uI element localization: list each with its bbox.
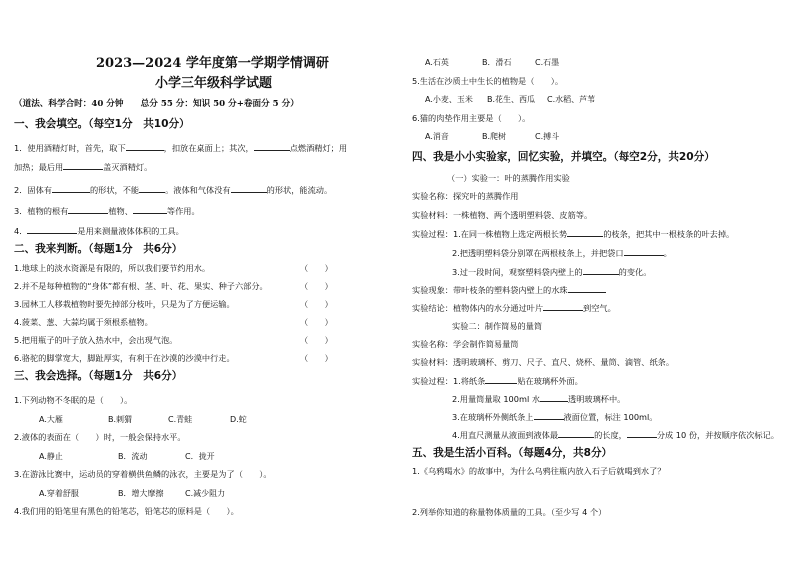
fill-q1-line2: 加热；最后用 盖灭酒精灯。 (14, 162, 153, 172)
choice-q3: 3.在游泳比赛中，运动员的穿着横供鱼鳞的泳衣，主要是为了（ ）。 (14, 469, 272, 479)
judge-item: 5.把用瓶子的叶子放入热水中，会出现气泡。 (14, 335, 178, 345)
choice-option[interactable]: C.青蛙 (168, 415, 193, 424)
blank[interactable] (133, 204, 167, 214)
exp1-proc3: 3.过一段时间，观察塑料袋内壁上的 的变化。 (452, 267, 652, 277)
choice-option[interactable]: B.刺猬 (108, 415, 133, 424)
exp1-title: （一）实验一：叶的蒸腾作用实验 (447, 173, 570, 183)
section2-title: 二、我来判断。（每题1分 共6分） (14, 243, 183, 255)
judge-item: 4.菠菜、葱、大蒜均属于须根系植物。 (14, 317, 153, 327)
fill-q4: 4． 是用来测量液体体积的工具。 (14, 226, 184, 236)
exam-meta: （道法、科学合时：40 分钟 总分 55 分：知识 50 分+卷面分 5 分） (14, 99, 299, 109)
judge-paren[interactable]: （ ） (300, 299, 333, 309)
blank[interactable] (567, 227, 603, 237)
short-answer-q1: 1.《乌鸦喝水》的故事中，为什么乌鸦往瓶内放入石子后就喝到水了？ (412, 466, 666, 476)
blank[interactable] (627, 428, 657, 438)
exp1-conclusion: 实验结论：植物体内的水分通过叶片 到空气。 (412, 303, 616, 313)
judge-paren[interactable]: （ ） (300, 317, 333, 327)
choice-q2: 2.液体的表面在（ ）时，一般会保持水平。 (14, 432, 186, 442)
fill-q2: 2．固体有 的形状，不能 。液体和气体没有 的形状，能流动。 (14, 185, 333, 195)
choice-option[interactable]: B.花生、西瓜 (487, 95, 536, 104)
exp1-phenomenon: 实验现象：带叶枝条的塑料袋内壁上的水珠 (412, 283, 606, 296)
choice-option[interactable]: D.蛇 (230, 415, 247, 424)
exam-title: 2023—2024 学年度第一学期学情调研 (96, 56, 329, 71)
judge-paren[interactable]: （ ） (300, 263, 333, 273)
exp2-title: 实验二：制作简易的量筒 (452, 321, 543, 331)
blank[interactable] (485, 374, 517, 384)
choice-option[interactable]: C.减少阻力 (185, 489, 226, 498)
choice-option[interactable]: C．拢开 (185, 452, 215, 461)
exp2-proc4: 4.用直尺测量从液面到液体最 的长度， 分成 10 份，并按顺序依次标记。 (452, 430, 779, 440)
blank[interactable] (52, 183, 90, 193)
blank[interactable] (540, 392, 568, 402)
blank[interactable] (624, 246, 664, 256)
blank[interactable] (568, 283, 606, 293)
blank[interactable] (68, 204, 108, 214)
choice-option[interactable]: B．滑石 (482, 58, 512, 67)
choice-option[interactable]: C.水稻、芦苇 (547, 95, 596, 104)
exp1-purpose: 实验名称：探究叶的蒸腾作用 (412, 191, 519, 201)
exam-subtitle: 小学三年级科学试题 (155, 76, 273, 91)
exp2-purpose: 实验名称：学会制作简易量筒 (412, 339, 519, 349)
blank[interactable] (126, 141, 164, 151)
choice-option[interactable]: A.大雁 (39, 415, 63, 424)
fill-q3: 3．植物的根有 植物、 等作用。 (14, 206, 200, 216)
blank[interactable] (583, 265, 619, 275)
blank[interactable] (231, 183, 267, 193)
judge-paren[interactable]: （ ） (300, 335, 333, 345)
short-answer-q2: 2.列举你知道的称量物体质量的工具。（至少写 4 个） (412, 507, 607, 517)
blank[interactable] (63, 160, 103, 170)
choice-option[interactable]: B.爬树 (482, 132, 507, 141)
blank[interactable] (534, 410, 564, 420)
judge-paren[interactable]: （ ） (300, 353, 333, 363)
blank[interactable] (558, 428, 594, 438)
exp2-proc1: 实验过程：1.将纸条 贴在玻璃杯外面。 (412, 376, 583, 386)
choice-q5: 5.生活在沙质土中生长的植物是（ ）。 (412, 76, 564, 86)
judge-item: 6.骆驼的脚掌宽大，脚趾厚实，有利于在沙漠的沙漠中行走。 (14, 353, 235, 363)
choice-option[interactable]: C.石墨 (535, 58, 560, 67)
section5-title: 五、我是生活小百科。（每题4分，共8分） (412, 447, 613, 459)
exp2-proc3: 3.在玻璃杯外侧纸条上 液面位置，标注 100ml。 (452, 412, 658, 422)
judge-item: 2.并不是每种植物的“身体”都有根、茎、叶、花、果实、种子六部分。 (14, 281, 268, 291)
choice-q6: 6.猫的肉垫作用主要是（ ）。 (412, 113, 531, 123)
blank[interactable] (543, 301, 583, 311)
choice-option[interactable]: A.静止 (39, 452, 63, 461)
choice-option[interactable]: A.穿着舒服 (39, 489, 79, 498)
blank[interactable] (139, 183, 165, 193)
exp1-proc2: 2.把透明塑料袋分别罩在两根枝条上，并把袋口 。 (452, 248, 672, 258)
choice-q1: 1.下列动物不冬眠的是（ ）。 (14, 395, 133, 405)
exp2-materials: 实验材料：透明玻璃杯、剪刀、尺子、直尺、烧杯、量筒、滴管、纸条。 (412, 357, 675, 367)
section3-title: 三、我会选择。（每题1分 共6分） (14, 370, 183, 382)
choice-option[interactable]: C.搏斗 (535, 132, 560, 141)
judge-paren[interactable]: （ ） (300, 281, 333, 291)
judge-item: 3.园林工人移栽植物时要先掉部分枝叶，只是为了方便运输。 (14, 299, 235, 309)
choice-option[interactable]: A.消音 (425, 132, 449, 141)
choice-option[interactable]: A.小麦、玉米 (425, 95, 473, 104)
section4-title: 四、我是小小实验家，回忆实验，并填空。（每空2分，共20分） (412, 151, 715, 163)
choice-option[interactable]: A.石英 (425, 58, 449, 67)
exp2-proc2: 2.用量筒量取 100ml 水 透明玻璃杯中。 (452, 394, 626, 404)
exp1-proc1: 实验过程：1.在同一株植物上选定两根长势 的枝条，把其中一根枝条的叶去掉。 (412, 229, 735, 239)
choice-q4: 4.我们用的铅笔里有黑色的铅笔芯，铅笔芯的原料是（ ）。 (14, 506, 239, 516)
section1-title: 一、我会填空。（每空1分 共10分） (14, 118, 190, 130)
exp1-materials: 实验材料：一株植物、两个透明塑料袋、皮筋等。 (412, 210, 593, 220)
choice-option[interactable]: B．流动 (118, 452, 148, 461)
judge-item: 1.地球上的淡水资源是有限的，所以我们要节约用水。 (14, 263, 211, 273)
choice-option[interactable]: B．增大摩擦 (118, 489, 164, 498)
blank[interactable] (27, 224, 77, 234)
blank[interactable] (254, 141, 290, 151)
fill-q1-line1: 1．使用酒精灯时，首先，取下 ，扣放在桌面上；其次， 点燃酒精灯；用 (14, 143, 348, 153)
